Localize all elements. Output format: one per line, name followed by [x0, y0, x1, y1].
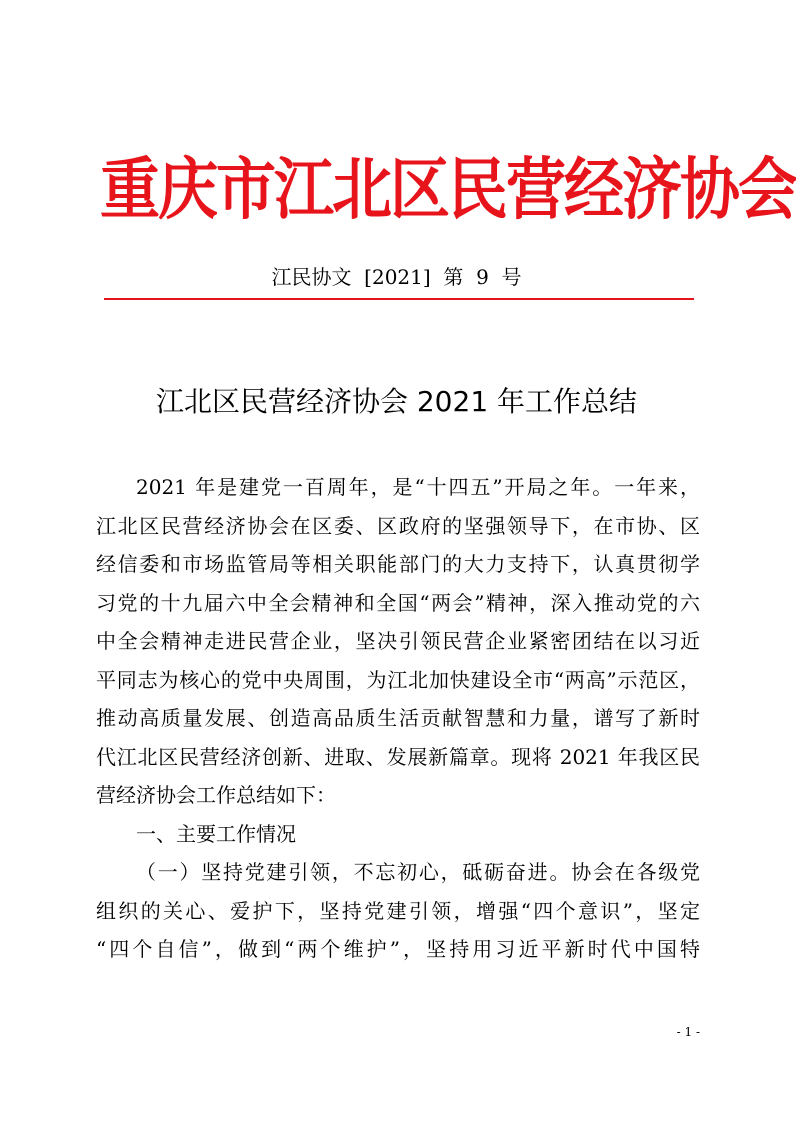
body-line: 组织的关心、爱护下，坚持党建引领，增强“四个意识”，坚定: [96, 898, 700, 923]
body-line: 2021 年是建党一百周年，是“十四五”开局之年。一年来，: [136, 475, 700, 499]
body-line: 经信委和市场监管局等相关职能部门的大力支持下，认真贯彻学: [96, 552, 700, 576]
body-line: 代江北区民营经济创新、进取、发展新篇章。现将 2021 年我区民: [96, 744, 700, 769]
document-number: 江民协文 [2021] 第 9 号: [271, 265, 522, 289]
body-line: 营经济协会工作总结如下：: [96, 783, 336, 807]
red-divider-line: [104, 298, 694, 300]
document-body: [96, 468, 700, 969]
body-line: “四个自信”，做到“两个维护”，坚持用习近平新时代中国特: [96, 937, 700, 961]
document-title: 江北区民营经济协会 2021 年工作总结: [155, 385, 638, 418]
page-number: - 1 -: [676, 1025, 700, 1039]
organization-name-header: 重庆市江北区民营经济协会: [100, 150, 796, 230]
body-line: 江北区民营经济协会在区委、区政府的坚强领导下，在市协、区: [96, 513, 700, 538]
body-line: 习党的十九届六中全会精神和全国“两会”精神，深入推动党的六: [96, 590, 700, 615]
section-heading: 一、主要工作情况: [136, 821, 296, 846]
body-line: 中全会精神走进民营企业，坚决引领民营企业紧密团结在以习近: [96, 629, 700, 653]
body-line: （一）坚持党建引领，不忘初心，砥砺奋进。协会在各级党: [136, 860, 700, 884]
body-line: 平同志为核心的党中央周围，为江北加快建设全市“两高”示范区，: [96, 667, 700, 692]
body-line: 推动高质量发展、创造高品质生活贡献智慧和力量，谱写了新时: [96, 706, 700, 730]
